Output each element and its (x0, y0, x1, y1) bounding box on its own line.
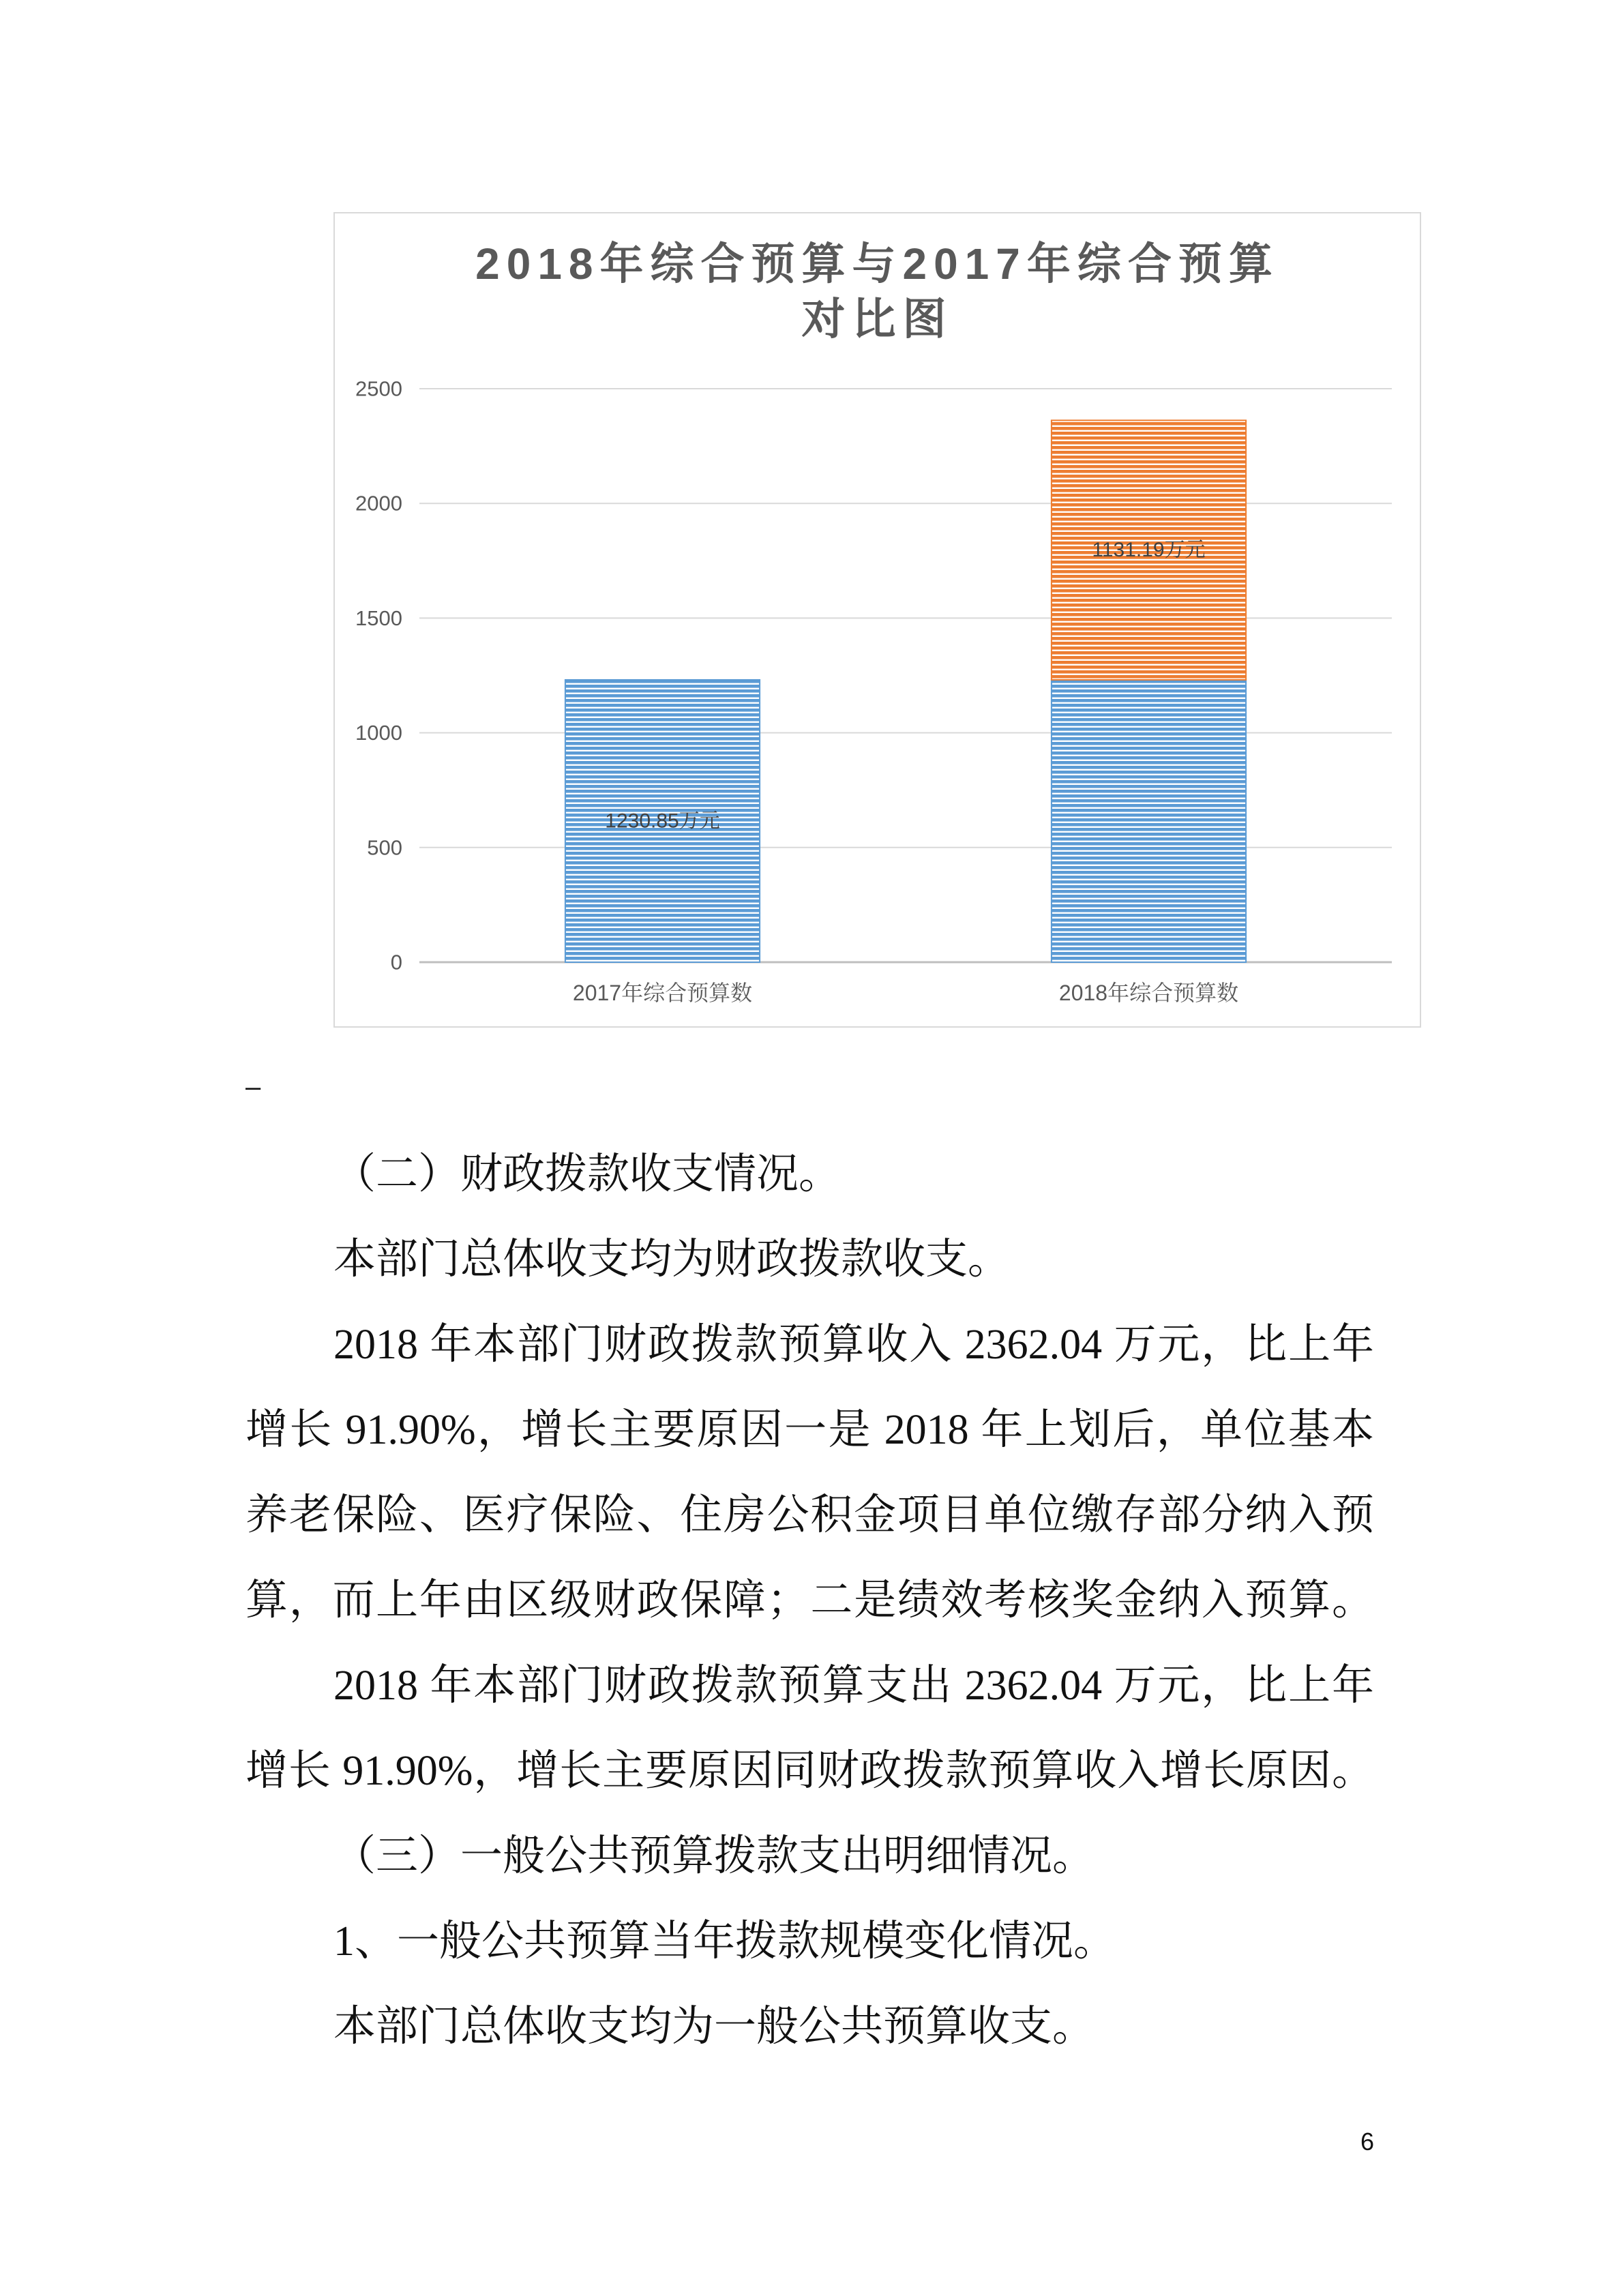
chart-plot (333, 212, 1421, 1028)
paragraph (245, 1302, 1374, 1643)
chart-title-line: 对比图 (801, 295, 953, 344)
paragraph (245, 1984, 1374, 2070)
paragraph-line: 养老保险、医疗保险、住房公积金项目单位缴存部分纳入预 (245, 1492, 1374, 1538)
y-tick-label: 2000 (355, 491, 402, 516)
paragraph-line: 本部门总体收支均为一般公共预算收支。 (333, 2003, 1095, 2050)
page-number: 6 (1360, 2128, 1375, 2156)
x-category-label: 2018年综合预算数 (1058, 981, 1239, 1005)
paragraph (245, 1899, 1374, 1984)
body-text (245, 1132, 1374, 2070)
paragraph-line: 2018 年本部门财政拨款预算支出 2362.04 万元，比上年 (333, 1663, 1374, 1709)
budget-comparison-chart (333, 212, 1421, 1028)
paragraph (245, 1814, 1374, 1899)
dash-mark: – (245, 1072, 261, 1102)
y-tick-label: 1500 (355, 606, 402, 630)
paragraph-line: （二）财政拨款收支情况。 (333, 1151, 842, 1197)
y-tick-label: 0 (390, 950, 402, 974)
paragraph (245, 1643, 1374, 1814)
x-category-label: 2017年综合预算数 (572, 981, 753, 1005)
paragraph (245, 1132, 1374, 1217)
y-tick-label: 2500 (355, 376, 402, 401)
chart-title-line: 2018年综合预算与2017年综合预算 (475, 239, 1279, 288)
y-tick-label: 500 (367, 835, 402, 860)
paragraph-line: 增长 91.90%，增长主要原因一是 2018 年上划后，单位基本 (245, 1407, 1374, 1453)
data-label: 1131.19万元 (1092, 539, 1206, 562)
bar-segment (1052, 680, 1246, 962)
paragraph (245, 1217, 1374, 1302)
paragraph-line: 增长 91.90%，增长主要原因同财政拨款预算收入增长原因。 (245, 1748, 1374, 1794)
paragraph-line: 2018 年本部门财政拨款预算收入 2362.04 万元，比上年 (333, 1322, 1374, 1368)
data-label: 1230.85万元 (605, 809, 720, 833)
paragraph-line: 算，而上年由区级财政保障；二是绩效考核奖金纳入预算。 (245, 1577, 1374, 1624)
y-tick-label: 1000 (355, 721, 402, 745)
paragraph-line: （三）一般公共预算拨款支出明细情况。 (333, 1833, 1095, 1879)
paragraph-line: 本部门总体收支均为财政拨款收支。 (333, 1236, 1011, 1283)
paragraph-line: 1、一般公共预算当年拨款规模变化情况。 (333, 1918, 1116, 1965)
